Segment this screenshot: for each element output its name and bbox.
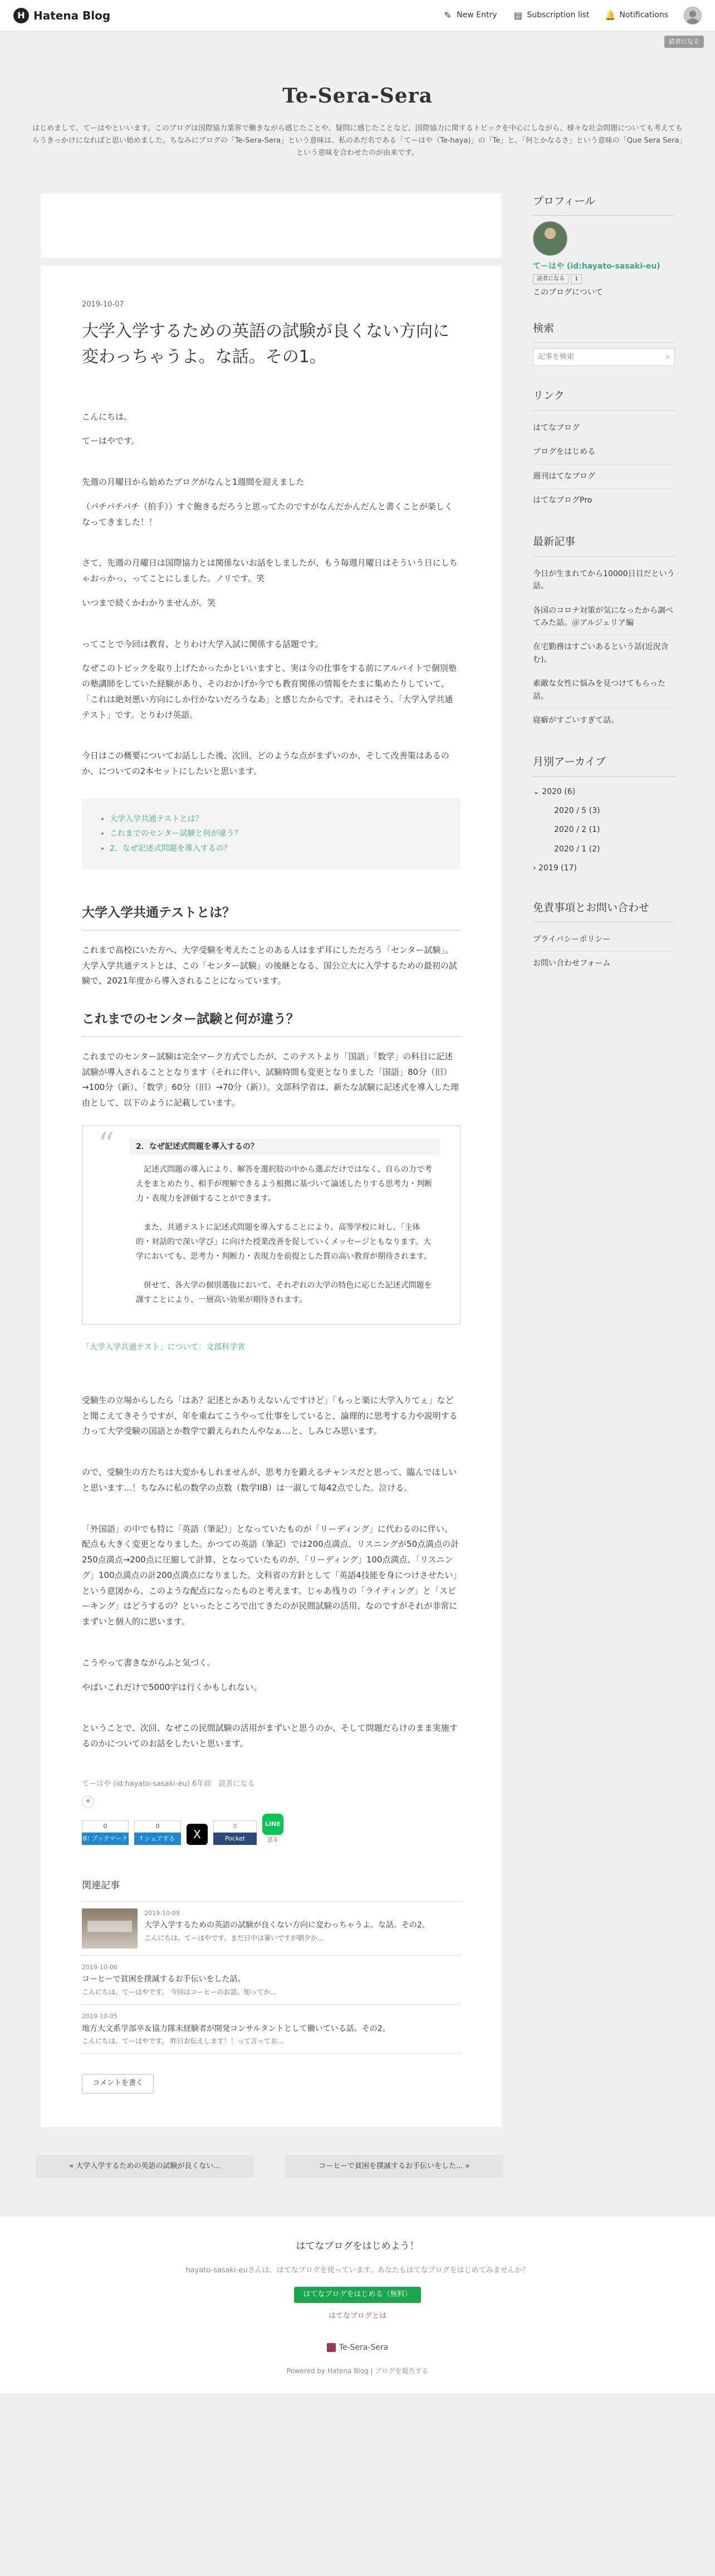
toc-item[interactable]: • 2．なぜ記述式問題を導入するの？: [110, 843, 433, 855]
notifications-label: Notifications: [619, 11, 668, 20]
related-name[interactable]: コーヒーで貧困を撲滅するお手伝いをした話。: [82, 1975, 246, 1984]
quote-paragraph: 記述式問題の導入により、解答を選択肢の中から選ぶだけではなく、自らの力で考えをまとめたり、相手が理解できるよう根拠に基づいて論述したりする思考力・判断力・表現力を評価することができます。: [136, 1165, 432, 1204]
subscribe-top-button[interactable]: 読者になる: [664, 36, 704, 48]
entry-date[interactable]: 2019-10-07: [82, 300, 124, 309]
quote-paragraph: また、共通テストに記述式問題を導入することにより、高等学校に対し、「主体的・対話的で深い学び」に向けた授業改善を促していくメッセージともなります。大学においても、思考力・判断力・表現力を前提とした質の高い教育が期待されます。: [136, 1223, 432, 1261]
entry-paragraph: 「外国語」の中でも特に「英語（筆記）」となっていたものが「リーディング」に代わるのに伴い、配点も大きく変更となりました。かつての英語（筆記）では200点満点、リスニングが50点満点の計250点満点→200点に圧縮して計算、となっていたものが、「リーディング」100点満点、「リスニング」100点満点の計200点満点になりました。文科省の方針として「英語4技能を身につけさせたい」という意図から、このような配点になったものと考えます。じゃあ残りの「ライティング」と「スピーキング」はどうするの？といったところで出てきたのが民間試験の活用、なのですがそれが非常にまずいと個人的に思います。: [82, 1523, 459, 1627]
archive-month[interactable]: 2020 / 5 (3): [554, 806, 600, 816]
sidebar-link[interactable]: はてなブログ: [533, 416, 675, 440]
related-item[interactable]: [82, 2004, 461, 2054]
search-title: 検索: [533, 320, 675, 343]
entry-paragraph: やばいこれだけで5000字は行くかもしれない。: [82, 1682, 262, 1692]
pager-prev-button[interactable]: « 大学入学するための英語の試験が良くない...: [36, 2155, 254, 2178]
subscription-icon: ▤: [513, 9, 522, 21]
reader-button[interactable]: 読者になる: [533, 274, 569, 284]
content-wrapper: [40, 193, 675, 2127]
entry-pager: [36, 2155, 503, 2178]
quote-source-link[interactable]: 「大学入学共通テスト」について：文部科学省: [82, 1343, 246, 1352]
hatena-blog-logo[interactable]: [13, 7, 110, 25]
related-name[interactable]: 地方大文系学部卒＆協力隊未経験者が開発コンサルタントとして働いている話。その2。: [82, 2024, 390, 2033]
related-date: 2019-10-06: [82, 1963, 117, 1971]
related-item[interactable]: [82, 1955, 461, 2004]
quote-block: [82, 1126, 461, 1325]
archive-month[interactable]: 2020 / 2 (1): [554, 825, 600, 835]
blog-title[interactable]: Te-Sera-Sera: [282, 84, 433, 108]
related-title: 関連記事: [82, 1879, 120, 1891]
entry-paragraph: 先週の月曜日から始めたブログがなんと1週間を迎えました: [82, 477, 305, 488]
global-header: [0, 0, 715, 31]
archive-module: [533, 753, 675, 878]
entry-paragraph: こうやって書きながらふと気づく。: [82, 1657, 216, 1668]
sidebar-link[interactable]: ブログをはじめる: [533, 440, 675, 464]
ad-space: [40, 193, 502, 259]
sidebar: [533, 193, 675, 2127]
subscription-label: Subscription list: [527, 11, 590, 20]
entry-paragraph: こんにちは。: [82, 411, 133, 422]
star-icon: ★: [85, 1797, 91, 1806]
entry-paragraph: （パチパチパチ（拍手））すぐ飽きるだろうと思ってたのですがなんだかんだんと書くことが楽しくなってきました！！: [82, 501, 453, 527]
contact-form-link[interactable]: お問い合わせフォーム: [533, 959, 611, 968]
entry-paragraph: ので、受験生の方たちは大変かもしれませんが、思考力を鍛えるチャンスだと思って、臨んでほしいと思います…！ちなみに私の数学の点数（数学IIB）は一淑して毎42点でした。泣ける。: [82, 1467, 457, 1493]
entry-body: [82, 410, 461, 1752]
toc-item[interactable]: • 大学入学共通テストとは？: [110, 813, 433, 825]
recent-entry-link[interactable]: 今日が生まれてから10000日目だという話。: [533, 562, 675, 599]
related-thumbnail[interactable]: [82, 1908, 138, 1949]
related-date: 2019-10-05: [82, 2013, 117, 2020]
search-module: [533, 320, 675, 366]
what-is-hatena-link[interactable]: はてなブログとは: [328, 2311, 387, 2320]
notifications-link[interactable]: [605, 9, 668, 21]
hatena-bookmark-button[interactable]: B! ブックマーク: [82, 1833, 129, 1845]
line-share-button[interactable]: LINE: [262, 1814, 283, 1835]
facebook-share-count: 0: [134, 1820, 181, 1833]
sidebar-link[interactable]: はてなブログPro: [533, 496, 592, 505]
disclaimer-module: [533, 899, 675, 976]
archive-year[interactable]: ⌄ 2020 (6): [533, 787, 576, 796]
new-entry-link[interactable]: [442, 9, 497, 21]
entry-paragraph: てーはやです。: [82, 436, 140, 446]
entry-footer: [82, 1779, 461, 1845]
entry-paragraph: ってことで今回は教育、とりわけ大学入試に関係する話題です。: [82, 639, 324, 649]
powered-by[interactable]: Powered by Hatena Blog | ブログを報告する: [286, 2366, 429, 2375]
entry-paragraph: いつまで続くかわかりませんが。笑: [82, 597, 216, 608]
reader-row: [533, 274, 675, 284]
section-heading: これまでのセンター試験と何が違う？: [82, 1009, 461, 1037]
recent-entry-link[interactable]: 在宅勤務はすごいあるという話(近況含む)。: [533, 635, 675, 672]
line-share[interactable]: [262, 1814, 283, 1845]
quote-paragraph: 併せて、各大学の個別選抜において、それぞれの大学の特色に応じた記述式問題を課すことにより、一層高い効果が期待されます。: [136, 1280, 432, 1304]
entry-paragraph: なぜこのトピックを取り上げたかったかといいますと、実は今の仕事をする前にアルバイトで個別塾の塾講師をしていた経験があり、そのおかげか今でも教育関係の情報をたまに集めたりしていて、「これは絶対悪い方向にしか行かないだろうなあ」と感じたからです。それはそう、「大学入学共通テスト」です。とりわけ英語。: [82, 663, 457, 720]
profile-module: [533, 193, 675, 299]
related-snippet: こんにちは。てーはやです。 今回はコーヒーのお話。知ってか...: [82, 1988, 277, 1996]
entry-paragraph: さて、先週の月曜日は国際協力とは関係ないお話をしましたが、もう毎週月曜日はそういう日にしちゃおっかっ、ってことにしました。ノリです。笑: [82, 558, 458, 584]
entry-article: [40, 265, 502, 2127]
privacy-policy-link[interactable]: プライバシーポリシー: [533, 928, 675, 952]
footer-description: hayato-sasaki-euさんは、はてなブログを使っています。あなたもはてなブログをはじめてみませんか？: [185, 2266, 530, 2275]
related-date: 2019-10-09: [144, 1909, 180, 1917]
entry-paragraph: ということで、次回、なぜこの民間試験の活用がまずいと思うのか、そして問題だらけのまま実施するのかについてのお話をしたいと思います。: [82, 1723, 458, 1749]
comment-button[interactable]: コメントを書く: [82, 2074, 154, 2093]
profile-name[interactable]: てーはや (id:hayato-sasaki-eu): [533, 262, 660, 271]
related-snippet: こんにちは。てーはやです。 昨日お伝えします！！って言ってお...: [82, 2037, 284, 2045]
section-heading: 大学入学共通テストとは？: [82, 903, 461, 931]
search-icon[interactable]: ⌕: [665, 353, 670, 362]
quote-heading: 2．なぜ記述式問題を導入するの？: [129, 1138, 440, 1155]
hatena-logo-icon: H: [13, 8, 29, 23]
related-item[interactable]: [82, 1901, 461, 1955]
search-placeholder: 記事を検索: [538, 353, 575, 362]
chevron-down-icon[interactable]: ⌄: [533, 787, 542, 796]
start-blog-button[interactable]: はてなブログをはじめる（無料）: [294, 2287, 420, 2303]
archive-title: 月別アーカイブ: [533, 753, 675, 776]
pager-next-button[interactable]: コーヒーで貧困を撲滅するお手伝いをした... »: [285, 2155, 503, 2178]
blog-description: はじめまして、てーはやといいます。このブログは国際協力業界で働きながら感じたことや、疑問に感じたことなど、国際協力に関するトピックを中心にしながら、様々な社会問題についても考えてもらうきっかけになればと思い始めました。ちなみにブログの「Te-Sera-Sera」という意味は、私のあだ名である「てーはや（Te-haya)」の「Te」と、「何とかなるさ」という意味の「Que Sera Sera」という意味を合わせたのが由来です。: [32, 124, 683, 157]
archive-month[interactable]: 2020 / 1 (2): [554, 844, 600, 854]
footer-blog-name: Te-Sera-Sera: [339, 2343, 389, 2352]
sidebar-link[interactable]: 週刊はてなブログ: [533, 465, 675, 489]
archive-year[interactable]: › 2019 (17): [533, 864, 577, 873]
entry-paragraph: これまで高校にいた方へ、大学受験を考えたことのある人はまず耳にしただろう「センター試験」。大学入学共通テストとは、この「センター試験」の後継となる、国公立大に入学するための最初の試験で、2021年度から導入されることになっています。: [82, 944, 457, 986]
entry-paragraph: 今日はこの概要についてお話しした後、次回、どのような点がまずいのか、そして改善策はあるのか、についての2本セットにしたいと思います。: [82, 751, 449, 777]
subscription-list-link[interactable]: [512, 9, 589, 21]
blog-icon: [327, 2343, 336, 2352]
facebook-share[interactable]: [134, 1820, 181, 1845]
new-entry-label: New Entry: [457, 11, 497, 20]
star-add-button[interactable]: [82, 1796, 94, 1808]
share-buttons: [82, 1814, 461, 1845]
profile-title: プロフィール: [533, 193, 675, 216]
recent-module: [533, 533, 675, 732]
related-entries: [82, 1878, 461, 2054]
site-footer: [0, 2217, 715, 2393]
main-column: [40, 193, 502, 2127]
disclaimer-title: 免責事項とお問い合わせ: [533, 899, 675, 922]
footer-title: はてなブログをはじめよう！: [296, 2240, 419, 2252]
bell-icon: 🔔: [605, 9, 616, 21]
footer-blog-link[interactable]: [0, 2341, 715, 2354]
links-title: リンク: [533, 387, 675, 410]
profile-about-link[interactable]: このブログについて: [533, 288, 603, 297]
quote-mark-icon: “: [98, 1125, 115, 1163]
user-avatar[interactable]: [684, 7, 702, 25]
chevron-right-icon[interactable]: ›: [533, 864, 539, 873]
recent-title: 最新記事: [533, 533, 675, 556]
entry-author[interactable]: てーはや (id:hayato-sasaki-eu) 6年前 読者になる: [82, 1779, 255, 1788]
links-module: [533, 387, 675, 512]
search-input[interactable]: [533, 348, 675, 366]
reader-count: 1: [571, 274, 582, 284]
hatena-bookmark-share[interactable]: [82, 1820, 129, 1845]
recent-entry-link[interactable]: 各国のコロナ対策が気になったから調べてみた話。＠アルジェリア編: [533, 599, 675, 636]
x-share-button[interactable]: X: [187, 1824, 208, 1845]
entry-paragraph: 受験生の立場からしたら「はあ？記述とかありえないんですけど」「もっと楽に大学入りてぇ」などと聞こえてきそうですが、年を重ねてこうやって仕事をしていると、論理的に思考する力や説明する力って大学受験の国語とか数学で鍛えられたんやなぁ…と、しみじみ思います。: [82, 1395, 458, 1436]
pocket-count: 0: [213, 1820, 257, 1833]
hatena-bookmark-count: 0: [82, 1820, 129, 1833]
toc-item[interactable]: • これまでのセンター試験と何が違う？: [110, 827, 433, 840]
pencil-icon: ✎: [444, 9, 452, 21]
recent-entry-link[interactable]: 素敵な女性に悩みを見つけてもらった話。: [533, 672, 675, 709]
facebook-share-button[interactable]: f シェアする: [134, 1833, 181, 1845]
profile-avatar[interactable]: [533, 221, 567, 256]
related-name[interactable]: 大学入学するための英語の試験が良くない方向に変わっちゃうよ。な話。その2。: [144, 1921, 430, 1930]
entry-title[interactable]: 大学入学するための英語の試験が良くない方向に変わっちゃうよ。な話。その1。: [82, 321, 449, 367]
pocket-button[interactable]: Pocket: [213, 1833, 257, 1845]
subscribe-bar: [0, 31, 715, 47]
line-send-label: 送る: [267, 1837, 278, 1843]
logo-text: Hatena Blog: [33, 8, 111, 22]
table-of-contents: [82, 798, 461, 869]
recent-entry-link[interactable]: 寝癖がすごいすぎて話。: [533, 715, 619, 725]
pocket-share[interactable]: [213, 1820, 257, 1845]
blog-title-area: [0, 47, 715, 176]
related-snippet: こんにちは。てーはやです。まだ日中は暑いですが朝夕か...: [144, 1934, 324, 1942]
entry-paragraph: これまでのセンター試験は完全マーク方式でしたが、このテストより「国語」「数学」の科目に記述試験が導入されることとなります（それに伴い、試験時間も変更となりました「国語」80分（旧）→100分（新）、「数学」60分（旧）→70分（新））。文部科学省は、新たな試験に記述式を導入した理由として、以下のように記載しています。: [82, 1051, 459, 1108]
